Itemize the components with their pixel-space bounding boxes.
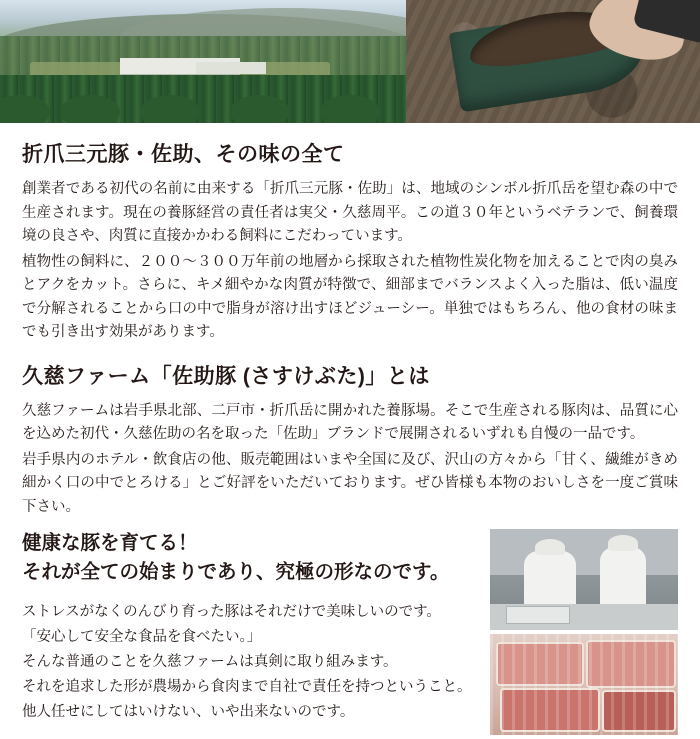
section-3-line-1: ストレスがなくのんびり育った豚はそれだけで美味しいのです。 [22, 603, 441, 620]
section-2-paragraph-2: 岩手県内のホテル・飲食店の他、販売範囲はいまや全国に及び、沢山の方々から「甘く、繊維がきめ細かく口の中でとろける」とご好評をいただいております。ぜひ皆様も本物のおいしさを一度ご賞味下さい。 [22, 451, 678, 515]
facility-wall [490, 529, 678, 575]
worker-1-cap [535, 539, 565, 555]
section-3-line-2: 「安心して安全な食品を食べたい。」 [22, 628, 262, 645]
section-3-text [22, 529, 492, 724]
section-3-heading-line-1: 健康な豚を育てる！ [22, 532, 198, 555]
marbling-texture [490, 634, 678, 735]
bush-5 [320, 95, 380, 123]
meat-tray [506, 606, 570, 624]
bush-2 [60, 95, 120, 123]
section-1-paragraph-2: 植物性の飼料に、２００〜３００万年前の地層から採取された植物性炭化物を加えることで肉の臭みとアクをカット。さらに、キメ細やかな肉質が特徴で、細部までバランスよく入った脂は、低い温度で分解されることから口の中で脂身が溶け出すほどジューシー。単独ではもちろん、他の食材の味までも引き出す効果があります。 [22, 253, 678, 341]
farm-building-2 [196, 62, 266, 74]
hero-photo-band [0, 0, 700, 123]
hand-holding-scoop-of-soil-photo [406, 0, 700, 123]
bush-4 [230, 95, 290, 123]
section-3-line-5: 他人任せにしてはいけない、いや出来ないのです。 [22, 703, 355, 720]
section-3-line-4: それを追求した形が農場から食肉まで自社で責任を持つということ。 [22, 678, 472, 695]
processing-facility-workers-photo [490, 529, 678, 630]
bush-3 [140, 95, 200, 123]
section-2-paragraph-1: 久慈ファームは岩手県北部、二戸市・折爪岳に開かれた養豚場。そこで生産される豚肉は、品質に心を込めた初代・久慈佐助の名を取った「佐助」ブランドで展開されるいずれも自慢の一品です。 [22, 402, 678, 443]
farm-landscape-photo [0, 0, 406, 123]
section-3-photo-column [490, 529, 678, 739]
section-1 [22, 141, 678, 345]
section-3-heading-line-2: それが全ての始まりであり、究極の形なのです。 [22, 560, 450, 583]
section-3 [22, 529, 678, 724]
article-content [0, 141, 700, 725]
section-2 [22, 363, 678, 520]
pork-cuts-display-photo [490, 634, 678, 735]
section-1-heading: 折爪三元豚・佐助、その味の全て [22, 143, 345, 166]
section-3-line-3: そんな普通のことを久慈ファームは真剣に取り組みます。 [22, 653, 398, 670]
section-1-paragraph-1: 創業者である初代の名前に由来する「折爪三元豚・佐助」は、地域のシンボル折爪岳を望む森の中で生産されます。現在の養豚経営の責任者は実父・久慈周平。この道３０年というベテランで、飼養環境の良さや、肉質に直接かかわる飼料にこだわっています。 [22, 181, 678, 245]
section-2-heading: 久慈ファーム「佐助豚 (さすけぶた)」とは [22, 364, 430, 388]
worker-2-cap [608, 535, 638, 551]
